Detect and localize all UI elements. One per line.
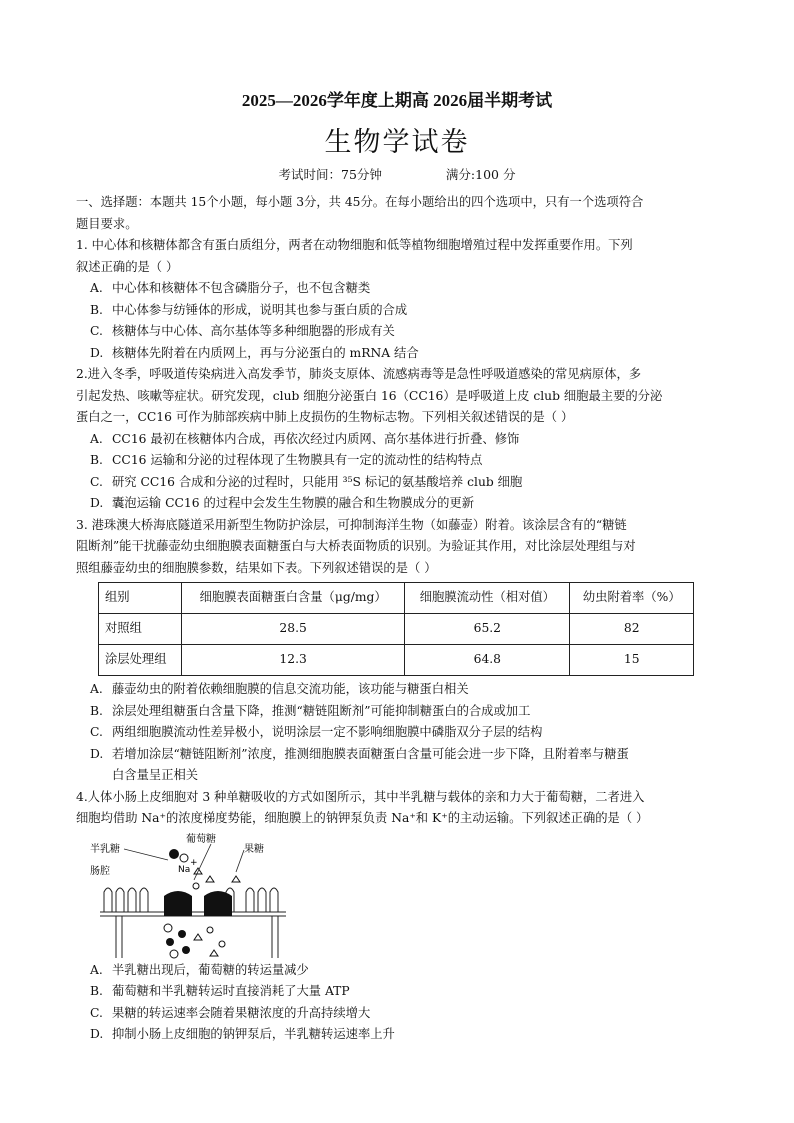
sglt-carrier: [164, 891, 192, 916]
table-cell: 对照组: [99, 614, 182, 645]
glucose-molecule: [164, 924, 172, 932]
question-1: [76, 235, 716, 364]
option-d[interactable]: D. 抑制小肠上皮细胞的钠钾泵后，半乳糖转运速率上升: [90, 1027, 395, 1041]
table-cell: 64.8: [405, 645, 570, 676]
table-cell: 82: [570, 614, 694, 645]
glucose-molecule: [170, 950, 178, 958]
table-header: 细胞膜表面糖蛋白含量（μg/mg）: [182, 583, 405, 614]
exam-content: [76, 192, 716, 1046]
glucose-molecule: [207, 927, 213, 933]
table-cell: 28.5: [182, 614, 405, 645]
question-stem: 照组藤壶幼虫的细胞膜参数，结果如下表。下列叙述错误的是（ ）: [76, 560, 437, 575]
question-stem: 2.进入冬季，呼吸道传染病进入高发季节，肺炎支原体、流感病毒等是急性呼吸道感染的常见病原体，多: [76, 367, 642, 381]
section-instruction-cont: 题目要求。: [76, 216, 138, 231]
question-stem: 阻断剂”能干扰藤壶幼虫细胞膜表面糖蛋白与大桥表面物质的识别。为验证其作用，对比涂层处理组与对: [76, 539, 636, 553]
option-c[interactable]: C. 两组细胞膜流动性差异极小，说明涂层一定不影响细胞膜中磷脂双分子层的结构: [90, 725, 543, 739]
question-stem: 4.人体小肠上皮细胞对 3 种单糖吸收的方式如图所示，其中半乳糖与载体的亲和力大于葡萄糖，二者进入: [76, 789, 645, 804]
question-2: [76, 364, 716, 515]
galactose-molecule: [178, 930, 186, 938]
table-header-row: [99, 583, 694, 614]
option-b[interactable]: B. 葡萄糖和半乳糖转运时直接消耗了大量 ATP: [90, 984, 350, 998]
cell-diagram: [86, 830, 296, 960]
fructose-molecule: [206, 876, 214, 882]
table-cell: 涂层处理组: [99, 645, 182, 676]
table-header: 细胞膜流动性（相对值）: [405, 583, 570, 614]
question-stem: 蛋白之一，CC16 可作为肺部疾病中肺上皮损伤的生物标志物。下列相关叙述错误的是（ ）: [76, 410, 574, 424]
fructose-label: 果糖: [244, 843, 264, 855]
table-row: [99, 614, 694, 645]
option-b[interactable]: B. CC16 运输和分泌的过程体现了生物膜具有一定的流动性的结构特点: [90, 453, 483, 467]
exam-meta: [0, 165, 794, 183]
table-cell: 65.2: [405, 614, 570, 645]
option-a[interactable]: A. 中心体和核糖体不包含磷脂分子，也不包含糖类: [90, 281, 371, 295]
lumen-label: 肠腔: [90, 865, 110, 877]
table-header: 组别: [99, 583, 182, 614]
option-a[interactable]: A. 藤壶幼虫的附着依赖细胞膜的信息交流功能，该功能与糖蛋白相关: [90, 682, 469, 696]
galactose-molecule: [169, 849, 179, 859]
sugar-transport-figure: [76, 830, 716, 960]
option-c[interactable]: C. 研究 CC16 合成和分泌的过程时，只能用 ³⁵S 标记的氨基酸培养 club 细胞: [90, 474, 523, 489]
option-b[interactable]: B. 涂层处理组糖蛋白含量下降，推测“糖链阻断剂”可能抑制糖蛋白的合成或加工: [90, 703, 531, 718]
section-instruction: 一、选择题：本题共 15个小题，每小题 3分，共 45分。在每小题给出的四个选项中，只有一个选项符合: [76, 195, 644, 209]
option-c[interactable]: C. 果糖的转运速率会随着果糖浓度的升高持续增大: [90, 1005, 371, 1020]
fructose-molecule: [194, 934, 202, 940]
question-stem: 细胞均借助 Na⁺的浓度梯度势能，细胞膜上的钠钾泵负责 Na⁺和 K⁺的主动运输。下列叙述正确的是（ ）: [76, 811, 649, 825]
table-header: 幼虫附着率（%）: [570, 583, 694, 614]
question-stem: 1. 中心体和核糖体都含有蛋白质组分，两者在动物细胞和低等植物细胞增殖过程中发挥重要作用。下列: [76, 238, 633, 252]
question-stem: 叙述正确的是（ ）: [76, 259, 179, 274]
galactose-molecule: [166, 938, 174, 946]
option-d[interactable]: D. 若增加涂层“糖链阻断剂”浓度，推测细胞膜表面糖蛋白含量可能会进一步下降，且附着率与糖蛋: [90, 746, 629, 761]
glucose-molecule: [193, 883, 199, 889]
option-d[interactable]: D. 核糖体先附着在内质网上，再与分泌蛋白的 mRNA 结合: [90, 345, 419, 360]
exam-score: 满分:100 分: [445, 167, 516, 182]
table-cell: 12.3: [182, 645, 405, 676]
option-c[interactable]: C. 核糖体与中心体、高尔基体等多种细胞器的形成有关: [90, 324, 395, 338]
table-row: [99, 645, 694, 676]
question-stem: 引起发热、咳嗽等症状。研究发现，club 细胞分泌蛋白 16（CC16）是呼吸道上皮 club 细胞最主要的分泌: [76, 388, 663, 403]
option-d[interactable]: D. 囊泡运输 CC16 的过程中会发生生物膜的融合和生物膜成分的更新: [90, 496, 475, 510]
na-label: Na: [178, 864, 191, 875]
exam-header: 2025—2026学年度上期高 2026届半期考试: [241, 91, 553, 110]
question-stem: 3. 港珠澳大桥海底隧道采用新型生物防护涂层，可抑制海洋生物（如藤壶）附着。该涂层含有的“糖链: [76, 517, 627, 532]
glut-carrier: [204, 891, 232, 916]
option-a[interactable]: A. CC16 最初在核糖体内合成，再依次经过内质网、高尔基体进行折叠、修饰: [90, 431, 520, 446]
fructose-molecule: [232, 876, 240, 882]
na-plus-label: +: [190, 857, 198, 868]
option-b[interactable]: B. 中心体参与纺锤体的形成，说明其也参与蛋白质的合成: [90, 302, 408, 317]
question-4: [76, 787, 716, 1046]
fructose-molecule: [210, 950, 218, 956]
glucose-label: 葡萄糖: [186, 833, 216, 845]
question-3: [76, 515, 716, 787]
glucose-molecule: [180, 854, 188, 862]
galactose-molecule: [182, 946, 190, 954]
galactose-label: 半乳糖: [90, 843, 120, 855]
exam-time: 考试时间：75分钟: [278, 167, 382, 182]
option-a[interactable]: A. 半乳糖出现后，葡萄糖的转运量减少: [90, 962, 309, 977]
table-cell: 15: [570, 645, 694, 676]
option-d-cont: 白含量呈正相关: [112, 768, 199, 782]
glucose-molecule: [219, 941, 225, 947]
results-table: [98, 582, 694, 676]
page-title: 生物学试卷: [324, 127, 470, 158]
